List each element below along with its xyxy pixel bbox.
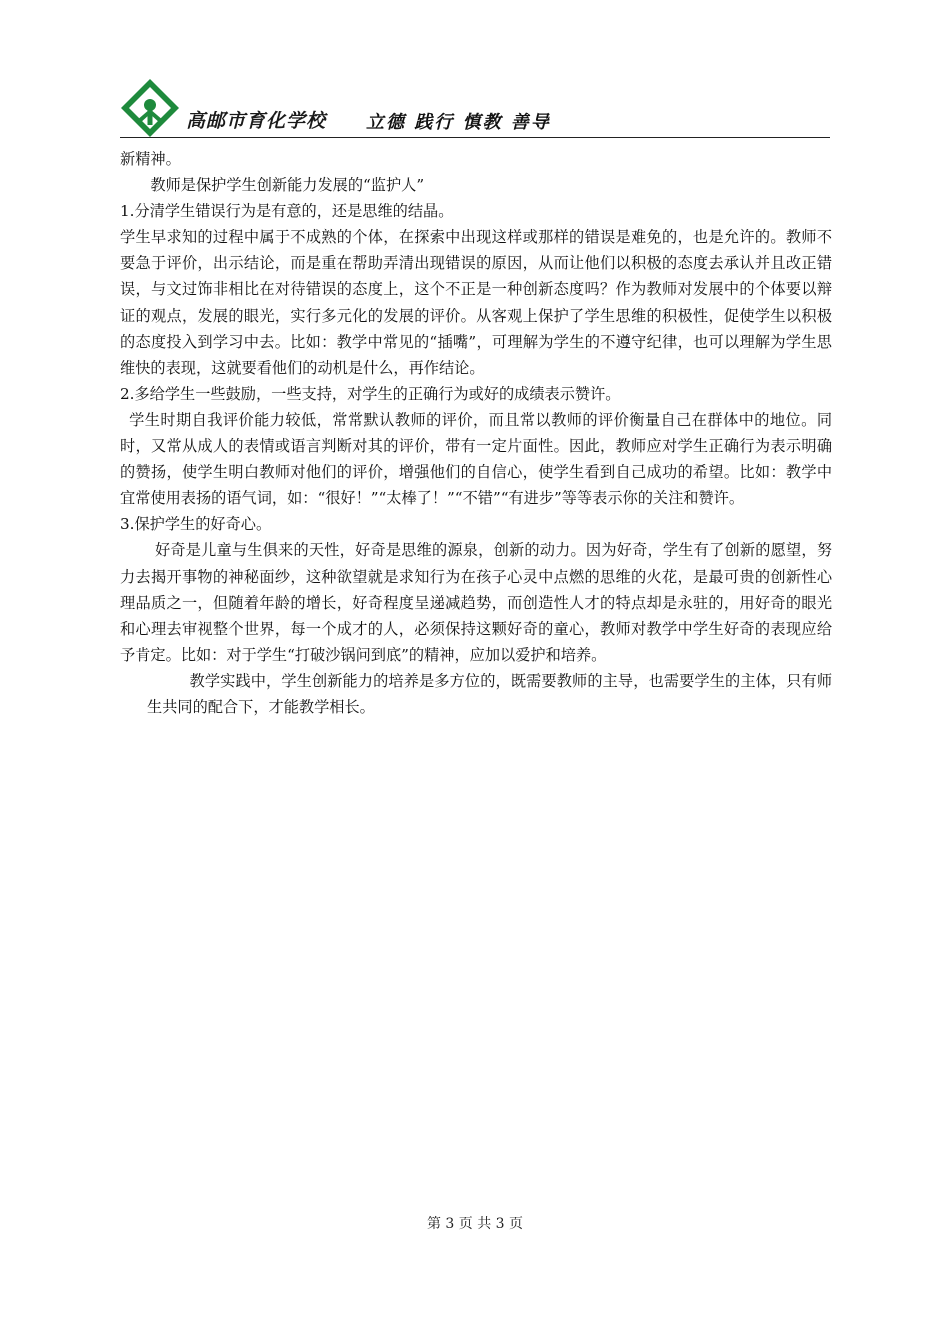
paragraph: 学生早求知的过程中属于不成熟的个体，在探索中出现这样或那样的错误是难免的，也是允许的。教师不要急于评价，出示结论，而是重在帮助弄清出现错误的原因，从而让他们以积极的态度去承认并且改正错误，与文过饰非相比在对待错误的态度上，这个不正是一种创新态度吗？作为教师对发展中的个体要以辩证的观点，发展的眼光，实行多元化的发展的评价。从客观上保护了学生思维的积极性，促使学生以积极的态度投入到学习中去。比如：教学中常见的“插嘴”，可理解为学生的不遵守纪律，也可以理解为学生思维快的表现，这就要看他们的动机是什么，再作结论。 — [120, 228, 832, 377]
paragraph: 好奇是儿童与生俱来的天性，好奇是思维的源泉，创新的动力。因为好奇，学生有了创新的愿望，努力去揭开事物的神秘面纱，这种欲望就是求知行为在孩子心灵中点燃的思维的火花，是最可贵的创新性心理品质之一，但随着年龄的增长，好奇程度呈递减趋势，而创造性人才的特点却是永驻的，用好奇的眼光和心理去审视整个世界，每一个成才的人，必须保持这颗好奇的童心，教师对教学中学生好奇的表现应给予肯定。比如：对于学生“打破沙锅问到底”的精神，应加以爱护和培养。 — [120, 541, 832, 664]
school-motto: 立德 践行 慎教 善导 — [366, 112, 551, 133]
school-logo-icon — [120, 78, 180, 138]
paragraph: 学生时期自我评价能力较低，常常默认教师的评价，而且常以教师的评价衡量自己在群体中的地位。同时，又常从成人的表情或语言判断对其的评价，带有一定片面性。因此，教师应对学生正确行为表示明确的赞扬，使学生明白教师对他们的评价，增强他们的自信心，使学生看到自己成功的希望。比如：教学中宜常使用表扬的语气词，如：“很好！”“太棒了！”“不错”“有进步”等等表示你的关注和赞许。 — [120, 410, 832, 508]
school-name: 高邮市育化学校 — [186, 110, 327, 132]
page-header — [120, 78, 830, 138]
page-number: 第 3 页 共 3 页 — [426, 1216, 524, 1232]
closing-paragraph: 教学实践中，学生创新能力的培养是多方位的，既需要教师的主导，也需要学生的主体，只有师生共同的配合下，才能教学相长。 — [147, 671, 832, 716]
paragraph: 新精神。 — [120, 150, 181, 168]
subheading: 3.保护学生的好奇心。 — [120, 515, 272, 534]
subheading: 1.分清学生错误行为是有意的，还是思维的结晶。 — [120, 202, 454, 221]
document-body — [120, 146, 832, 720]
section-heading: 教师是保护学生创新能力发展的“监护人” — [150, 176, 425, 195]
header-divider — [120, 137, 830, 138]
subheading: 2.多给学生一些鼓励，一些支持，对学生的正确行为或好的成绩表示赞许。 — [120, 384, 621, 403]
